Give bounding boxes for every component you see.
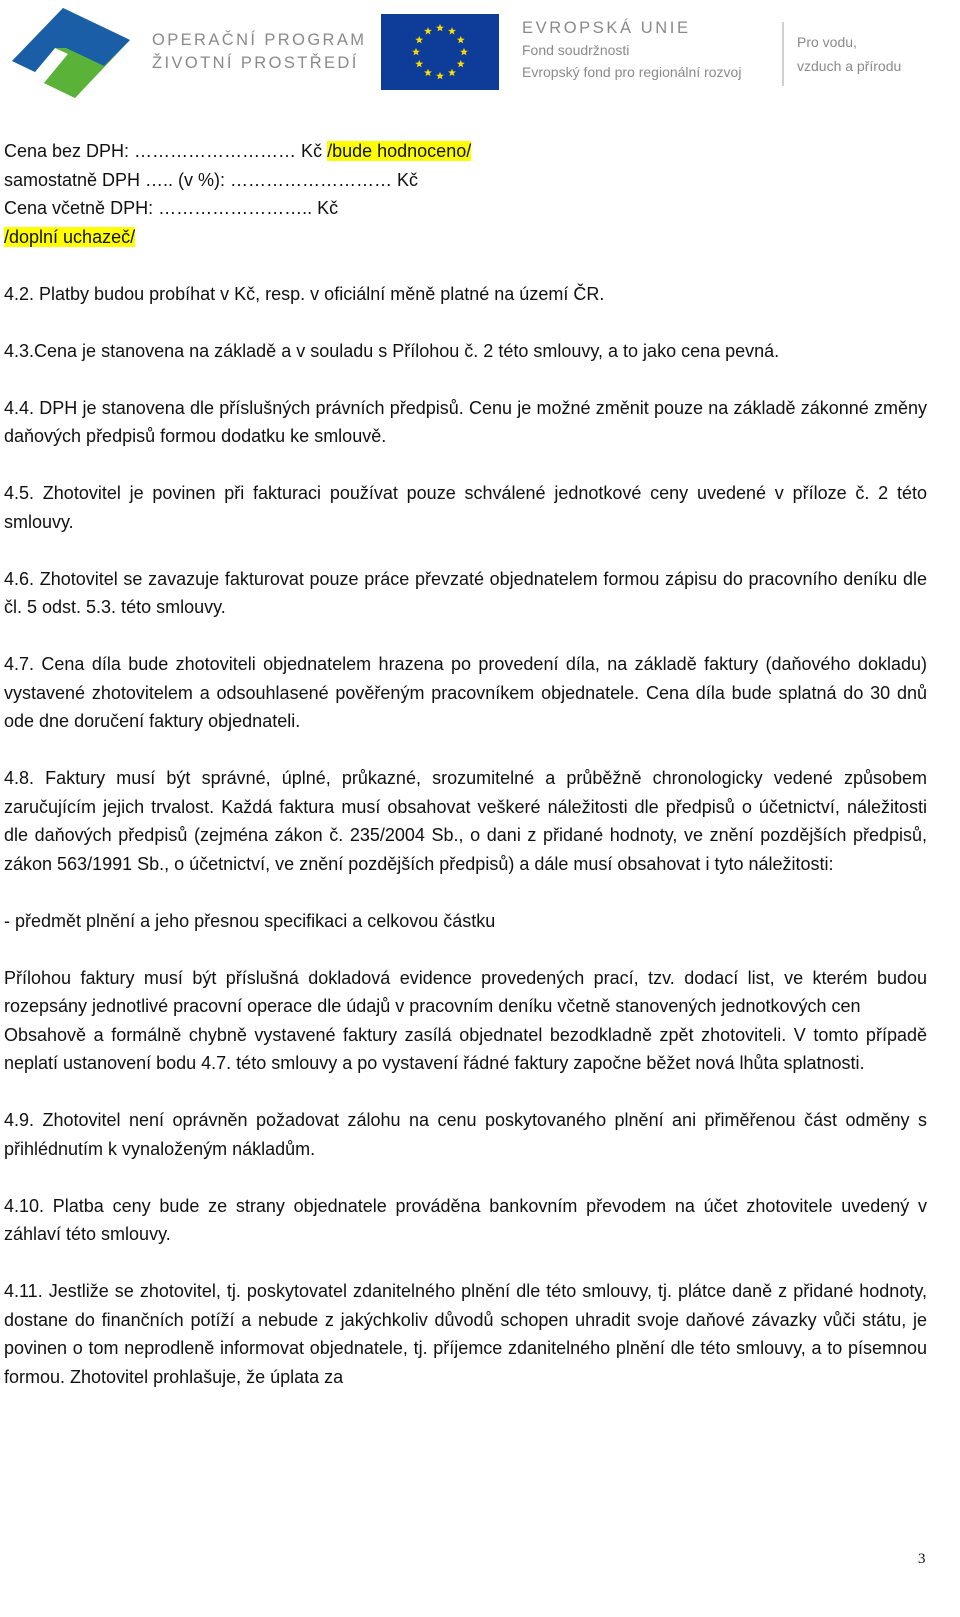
clause-4-7: 4.7. Cena díla bude zhotoviteli objednatelem hrazena po provedení díla, na základě faktury (daňového dokladu) vystavené zhotovitelem a odsouhlasené pověřeným pracovníkem objednatele. Cena díla bude splatná do 30 dnů ode dne doručení faktury objednateli. <box>4 654 927 731</box>
opzp-logo-text <box>152 29 366 75</box>
clause-4-8-item: - předmět plnění a jeho přesnou specifikaci a celkovou částku <box>4 910 496 931</box>
price-without-vat <box>4 137 927 166</box>
eu-fund-regional: Evropský fond pro regionální rozvoj <box>522 64 742 80</box>
eu-title: EVROPSKÁ UNIE <box>522 19 691 37</box>
clause-4-2: 4.2. Platby budou probíhat v Kč, resp. v oficiální měně platné na území ČR. <box>4 283 605 304</box>
eu-flag-icon <box>381 14 499 90</box>
clause-4-9: 4.9. Zhotovitel není oprávněn požadovat zálohu na cenu poskytovaného plnění ani přiměřenou část odměny s přihlédnutím k vynaloženým nákladům. <box>4 1110 927 1159</box>
clause-4-8-return: Obsahově a formálně chybně vystavené faktury zasílá objednatel bezodkladně zpět zhotoviteli. V tomto případě neplatí ustanovení bodu 4.7. této smlouvy a po vystavení řádné faktury započne běžet nová lhůta splatnosti. <box>4 1024 927 1073</box>
slogan-line1: Pro vodu, <box>797 34 857 50</box>
clause-4-10: 4.10. Platba ceny bude ze strany objednatele prováděna bankovním převodem na účet zhotovitele uvedený v záhlaví této smlouvy. <box>4 1195 927 1244</box>
document-body <box>4 137 927 1391</box>
eu-logo-text <box>522 17 741 83</box>
bidder-note: /doplní uchazeč/ <box>4 226 136 247</box>
eu-fund-cohesion: Fond soudržnosti <box>522 42 630 58</box>
slogan-line2: vzduch a přírodu <box>797 58 902 74</box>
clause-4-5: 4.5. Zhotovitel je povinen při fakturaci používat pouze schválené jednotkové ceny uvedené v příloze č. 2 této smlouvy. <box>4 483 927 532</box>
opzp-logo-icon <box>8 6 134 100</box>
clause-4-8-attachment: Přílohou faktury musí být příslušná dokladová evidence provedených prací, tzv. dodací list, ve kterém budou rozepsány jednotlivé pracovní operace dle údajů v pracovním deníku včetně stanovených jednotkových cen <box>4 967 927 1016</box>
opzp-line1: OPERAČNÍ PROGRAM <box>152 31 367 49</box>
clause-4-4: 4.4. DPH je stanovena dle příslušných právních předpisů. Cenu je možné změnit pouze na základě zákonné změny daňových předpisů formou dodatku ke smlouvě. <box>4 397 927 446</box>
clause-4-8: 4.8. Faktury musí být správné, úplné, průkazné, srozumitelné a průběžně chronologicky vedené způsobem zaručujícím jejich trvalost. Každá faktura musí obsahovat veškeré náležitosti dle předpisů o účetnictví, náležitosti dle daňových předpisů (zejména zákon č. 235/2004 Sb., o dani z přidané hodnoty, ve znění pozdějších předpisů, zákon 563/1991 Sb., o účetnictví, ve znění pozdějších předpisů) a dále musí obsahovat i tyto náležitosti: <box>4 768 927 874</box>
vat-amount: samostatně DPH ….. (v %): ……………………… Kč <box>4 169 419 190</box>
bidder-note-line <box>4 223 927 252</box>
clause-4-6: 4.6. Zhotovitel se zavazuje fakturovat pouze práce převzaté objednatelem formou zápisu do pracovního deníku dle čl. 5 odst. 5.3. této smlouvy. <box>4 568 927 617</box>
opzp-line2: ŽIVOTNÍ PROSTŘEDÍ <box>152 54 359 72</box>
slogan <box>797 30 901 78</box>
clause-4-11: 4.11. Jestliže se zhotovitel, tj. poskytovatel zdanitelného plnění dle této smlouvy, tj. plátce daně z přidané hodnoty, dostane do finančních potíží a nebude z jakýchkoliv důvodů schopen uhradit svoje daňové závazky vůči státu, je povinen o tom neprodleně informovat objednatele, tj. příjemce zdanitelného plnění dle této smlouvy, a to písemnou formou. Zhotovitel prohlašuje, že úplata za <box>4 1281 927 1387</box>
page-number: 3 <box>918 1551 926 1567</box>
header-divider <box>782 22 784 86</box>
clause-4-3: 4.3.Cena je stanovena na základě a v souladu s Přílohou č. 2 této smlouvy, a to jako cena pevná. <box>4 340 780 361</box>
price-without-vat-text: Cena bez DPH: ……………………… Kč <box>4 141 328 161</box>
evaluated-note: /bude hodnoceno/ <box>327 141 472 161</box>
price-with-vat: Cena včetně DPH: …………………….. Kč <box>4 198 339 218</box>
page-header <box>0 0 960 110</box>
